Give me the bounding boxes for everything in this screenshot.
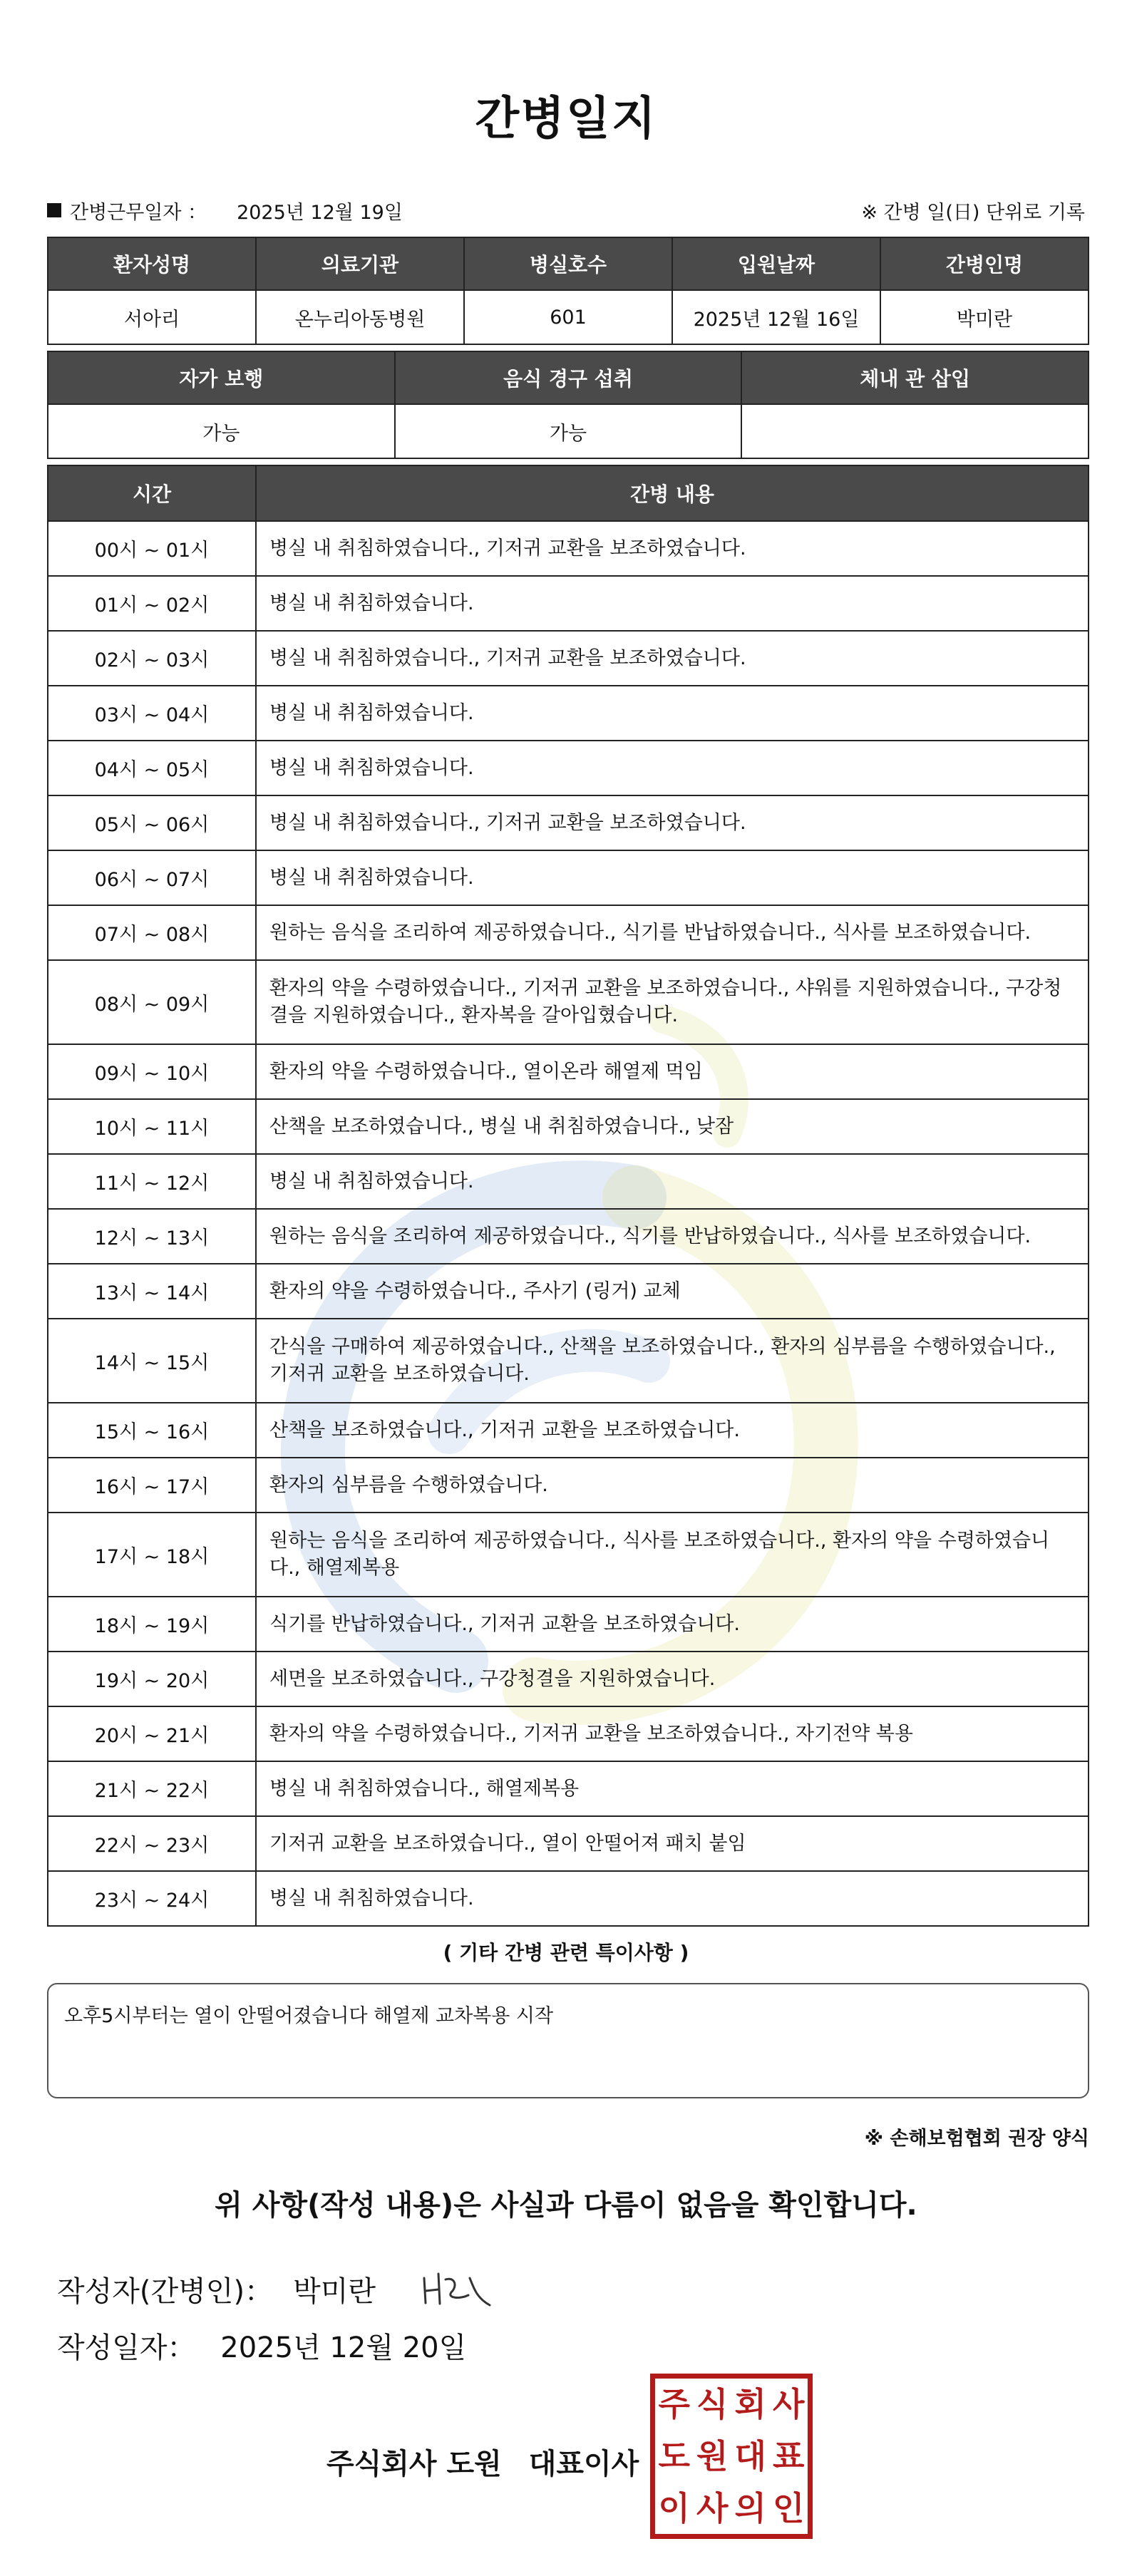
seal-char: 사 (696, 2488, 729, 2528)
care-content-cell: 식기를 반납하였습니다., 기저귀 교환을 보조하였습니다. (256, 1597, 1089, 1652)
company-seal-stamp (650, 2374, 813, 2539)
table-row (48, 960, 1089, 1044)
written-date-line (57, 2325, 466, 2366)
table-row (48, 1513, 1089, 1597)
care-header-row (48, 465, 1089, 521)
table-row (48, 850, 1089, 905)
time-cell: 11시 ~ 12시 (48, 1154, 256, 1209)
seal-char: 대 (734, 2436, 766, 2475)
self-walking-value: 가능 (48, 404, 395, 458)
care-content-cell: 병실 내 취침하였습니다., 기저귀 교환을 보조하였습니다. (256, 521, 1089, 576)
time-cell: 04시 ~ 05시 (48, 741, 256, 795)
special-notes-title: ( 기타 간병 관련 특이사항 ) (443, 1941, 689, 1964)
care-content-cell: 간식을 구매하여 제공하였습니다., 산책을 보조하였습니다., 환자의 심부름을 수행하였습니다., 기저귀 교환을 보조하였습니다. (256, 1319, 1089, 1403)
care-content-cell: 병실 내 취침하였습니다. (256, 1871, 1089, 1926)
writer-line (57, 2264, 497, 2314)
special-notes-box (47, 1983, 1089, 2098)
representative-title: 대표이사 (528, 2448, 639, 2480)
table-row (48, 1099, 1089, 1154)
work-date-label: 간병근무일자 ： (70, 201, 207, 224)
care-content-cell: 환자의 약을 수령하였습니다., 기저귀 교환을 보조하였습니다., 샤워를 지원하였습니다., 구강청결을 지원하였습니다., 환자복을 갈아입혔습니다. (256, 960, 1089, 1044)
header-caregiver-name: 간병인명 (880, 237, 1089, 290)
time-cell: 06시 ~ 07시 (48, 850, 256, 905)
header-self-walking: 자가 보행 (48, 351, 395, 404)
recommended-form-note: ※ 손해보험협회 권장 양식 (864, 2128, 1089, 2150)
care-content-cell: 병실 내 취침하였습니다., 해열제복용 (256, 1761, 1089, 1816)
seal-text (655, 2379, 808, 2534)
header-care-content: 간병 내용 (256, 465, 1089, 521)
header-oral-intake: 음식 경구 섭취 (395, 351, 742, 404)
seal-char: 사 (773, 2385, 805, 2424)
table-row (48, 1761, 1089, 1816)
time-cell: 19시 ~ 20시 (48, 1652, 256, 1706)
care-content-cell: 환자의 약을 수령하였습니다., 열이온라 해열제 먹임 (256, 1044, 1089, 1099)
care-content-cell: 원하는 음식을 조리하여 제공하였습니다., 식기를 반납하였습니다., 식사를 보조하였습니다. (256, 1209, 1089, 1264)
care-content-cell: 환자의 약을 수령하였습니다., 기저귀 교환을 보조하였습니다., 자기전약 복용 (256, 1706, 1089, 1761)
writer-name: 박미란 (293, 2274, 376, 2308)
written-date-value: 2025년 12월 20일 (220, 2332, 467, 2364)
care-content-cell: 병실 내 취침하였습니다. (256, 576, 1089, 631)
care-content-cell: 원하는 음식을 조리하여 제공하였습니다., 식사를 보조하였습니다., 환자의 약을 수령하였습니다., 해열제복용 (256, 1513, 1089, 1597)
care-content-cell: 병실 내 취침하였습니다. (256, 850, 1089, 905)
header-admission-date: 입원날짜 (672, 237, 880, 290)
time-cell: 08시 ~ 09시 (48, 960, 256, 1044)
table-row (48, 576, 1089, 631)
seal-char: 의 (734, 2488, 766, 2528)
admission-date: 2025년 12월 16일 (672, 290, 880, 344)
table-row (48, 905, 1089, 960)
time-cell: 22시 ~ 23시 (48, 1816, 256, 1871)
time-cell: 17시 ~ 18시 (48, 1513, 256, 1597)
time-cell: 01시 ~ 02시 (48, 576, 256, 631)
seal-char: 원 (696, 2436, 729, 2475)
work-date (47, 197, 403, 225)
care-content-cell: 산책을 보조하였습니다., 기저귀 교환을 보조하였습니다. (256, 1403, 1089, 1458)
table-row (48, 1706, 1089, 1761)
care-content-cell: 환자의 약을 수령하였습니다., 주사기 (링거) 교체 (256, 1264, 1089, 1319)
patient-status-table (47, 351, 1089, 459)
table-row (48, 1652, 1089, 1706)
status-header-row (48, 351, 1089, 404)
time-cell: 12시 ~ 13시 (48, 1209, 256, 1264)
status-value-row (48, 404, 1089, 458)
patient-value-row (48, 290, 1089, 344)
info-row (47, 196, 1085, 225)
table-row (48, 741, 1089, 795)
time-cell: 15시 ~ 16시 (48, 1403, 256, 1458)
care-content-cell: 병실 내 취침하였습니다. (256, 741, 1089, 795)
seal-char: 도 (658, 2436, 690, 2475)
seal-char: 식 (696, 2385, 729, 2424)
time-cell: 05시 ~ 06시 (48, 795, 256, 850)
time-cell: 21시 ~ 22시 (48, 1761, 256, 1816)
oral-intake-value: 가능 (395, 404, 742, 458)
table-row (48, 1264, 1089, 1319)
header-time: 시간 (48, 465, 256, 521)
time-cell: 07시 ~ 08시 (48, 905, 256, 960)
tube-insertion-value (741, 404, 1089, 458)
record-unit-note: ※ 간병 일(日) 단위로 기록 (861, 201, 1085, 224)
table-row (48, 1319, 1089, 1403)
table-row (48, 795, 1089, 850)
hospital-name: 온누리아동병원 (256, 290, 464, 344)
time-cell: 23시 ~ 24시 (48, 1871, 256, 1926)
time-cell: 02시 ~ 03시 (48, 631, 256, 686)
room-number: 601 (464, 290, 672, 344)
header-hospital: 의료기관 (256, 237, 464, 290)
care-content-cell: 세면을 보조하였습니다., 구강청결을 지원하였습니다. (256, 1652, 1089, 1706)
time-cell: 00시 ~ 01시 (48, 521, 256, 576)
table-row (48, 1209, 1089, 1264)
special-notes-text: 오후5시부터는 열이 안떨어졌습니다 해열제 교차복용 시작 (64, 2005, 554, 2027)
care-content-table (47, 465, 1089, 1927)
table-row (48, 1816, 1089, 1871)
table-row (48, 1403, 1089, 1458)
seal-char: 인 (773, 2488, 805, 2528)
care-content-cell: 환자의 심부름을 수행하였습니다. (256, 1458, 1089, 1513)
time-cell: 18시 ~ 19시 (48, 1597, 256, 1652)
care-content-cell: 원하는 음식을 조리하여 제공하였습니다., 식기를 반납하였습니다., 식사를 보조하였습니다. (256, 905, 1089, 960)
caregiver-name: 박미란 (880, 290, 1089, 344)
care-content-cell: 병실 내 취침하였습니다. (256, 1154, 1089, 1209)
table-row (48, 631, 1089, 686)
work-date-value: 2025년 12월 19일 (237, 201, 403, 224)
table-row (48, 686, 1089, 741)
table-row (48, 521, 1089, 576)
table-row (48, 1597, 1089, 1652)
square-bullet-icon (47, 203, 61, 217)
seal-char: 회 (734, 2385, 766, 2424)
time-cell: 13시 ~ 14시 (48, 1264, 256, 1319)
table-row (48, 1458, 1089, 1513)
document-title: 간병일지 (475, 93, 657, 145)
header-tube-insertion: 체내 관 삽입 (741, 351, 1089, 404)
seal-char: 표 (773, 2436, 805, 2475)
header-patient-name: 환자성명 (48, 237, 256, 290)
patient-info-table (47, 237, 1089, 345)
time-cell: 03시 ~ 04시 (48, 686, 256, 741)
care-content-cell: 병실 내 취침하였습니다., 기저귀 교환을 보조하였습니다. (256, 795, 1089, 850)
time-cell: 09시 ~ 10시 (48, 1044, 256, 1099)
care-content-cell: 병실 내 취침하였습니다. (256, 686, 1089, 741)
writer-label: 작성자(간병인)： (57, 2274, 274, 2308)
table-row (48, 1154, 1089, 1209)
company-name: 주식회사 도원 (326, 2448, 502, 2480)
time-cell: 16시 ~ 17시 (48, 1458, 256, 1513)
time-cell: 10시 ~ 11시 (48, 1099, 256, 1154)
header-room-number: 병실호수 (464, 237, 672, 290)
care-content-cell: 기저귀 교환을 보조하였습니다., 열이 안떨어져 패치 붙임 (256, 1816, 1089, 1871)
time-cell: 14시 ~ 15시 (48, 1319, 256, 1403)
patient-header-row (48, 237, 1089, 290)
seal-char: 이 (658, 2488, 690, 2528)
care-content-cell: 산책을 보조하였습니다., 병실 내 취침하였습니다., 낮잠 (256, 1099, 1089, 1154)
seal-char: 주 (658, 2385, 690, 2424)
company-line (326, 2441, 639, 2482)
care-content-cell: 병실 내 취침하였습니다., 기저귀 교환을 보조하였습니다. (256, 631, 1089, 686)
table-row (48, 1871, 1089, 1926)
signature-mark (418, 2264, 497, 2314)
time-cell: 20시 ~ 21시 (48, 1706, 256, 1761)
patient-name: 서아리 (48, 290, 256, 344)
table-row (48, 1044, 1089, 1099)
written-date-label: 작성일자： (57, 2332, 196, 2364)
confirmation-statement: 위 사항(작성 내용)은 사실과 다름이 없음을 확인합니다. (215, 2189, 917, 2222)
